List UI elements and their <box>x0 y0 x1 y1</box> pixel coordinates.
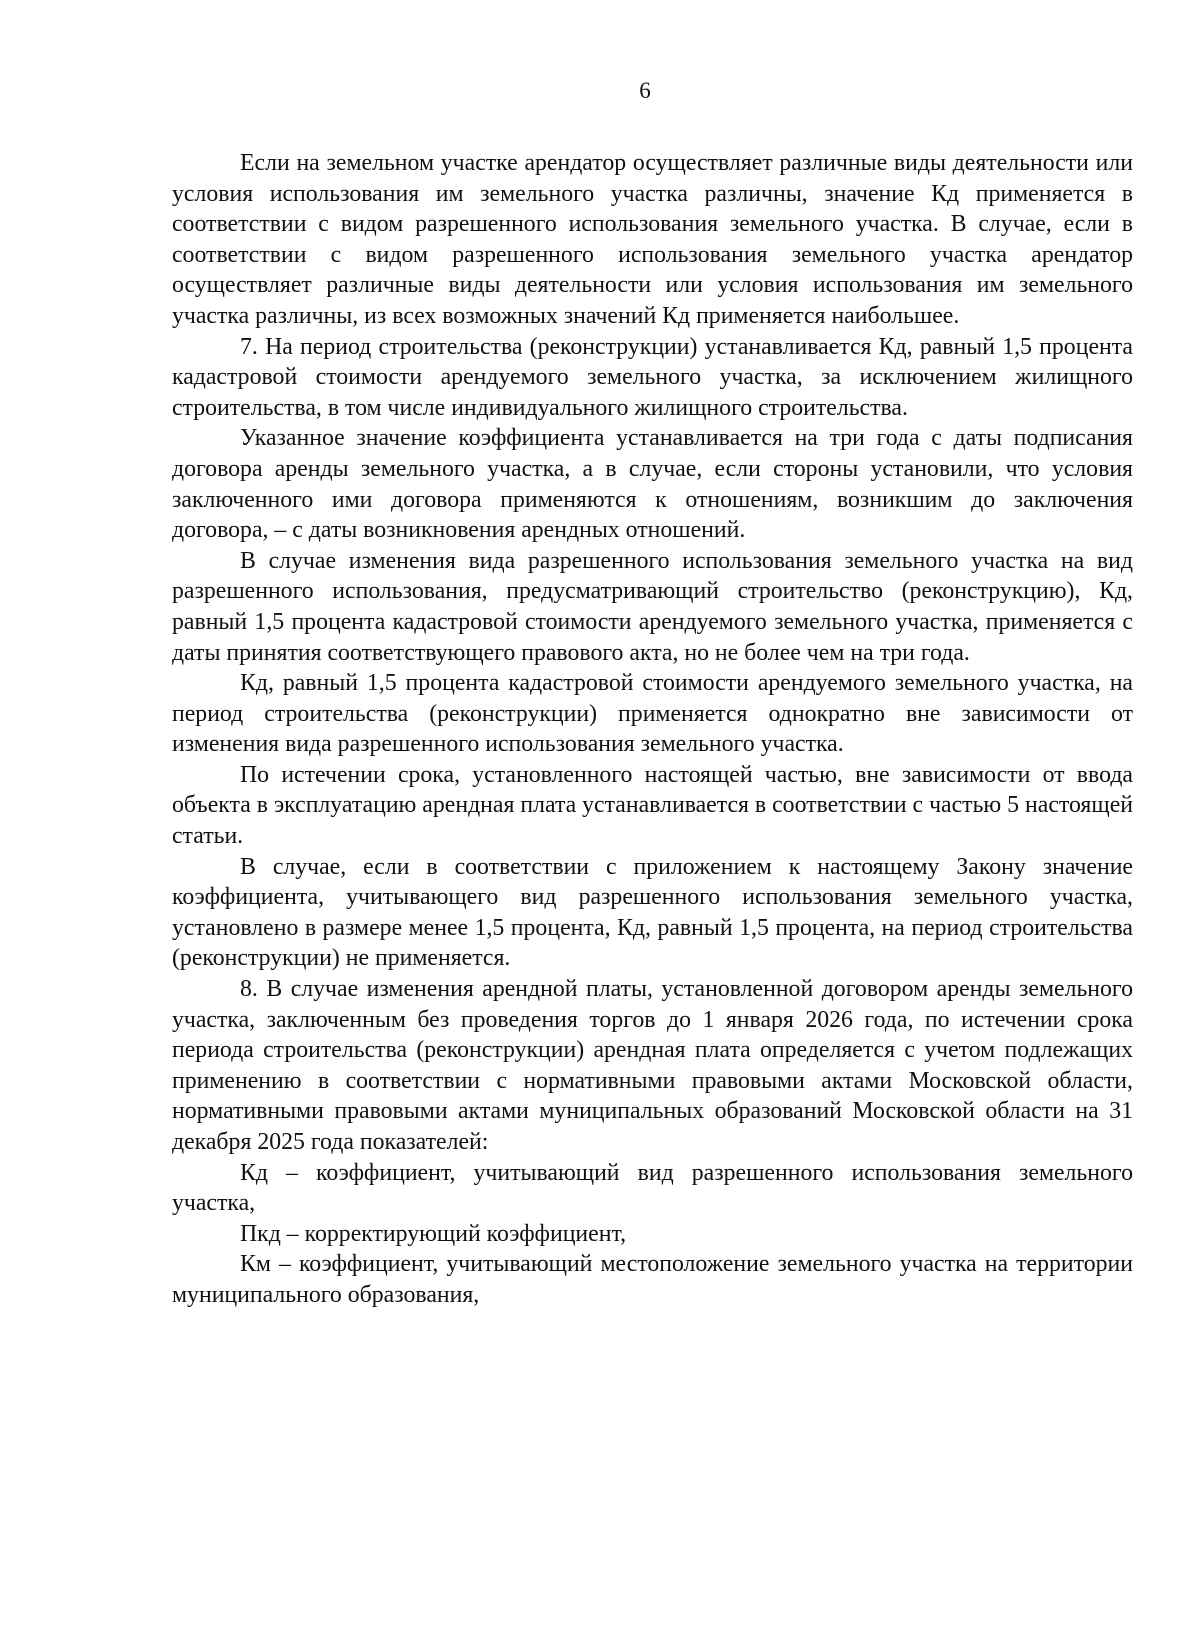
paragraph: 8. В случае изменения арендной платы, установленной договором аренды земельного участка, заключенным без проведения торгов до 1 января 2026 года, по истечении срока периода строительства (реконструкции) арендная плата определяется с учетом подлежащих применению в соответствии с нормативными правовыми актами Московской области, нормативными правовыми актами муниципальных образований Московской области на 31 декабря 2025 года показателей: <box>172 976 1133 1155</box>
paragraph: Если на земельном участке арендатор осуществляет различные виды деятельности или условия использования им земельного участка различны, значение Кд применяется в соответствии с видом разрешенного использования земельного участка. В случае, если в соответствии с видом разрешенного использования земельного участка арендатор осуществляет различные виды деятельности или условия использования им земельного участка различны, из всех возможных значений Кд применяется наибольшее. <box>172 150 1133 329</box>
paragraph: Указанное значение коэффициента устанавливается на три года с даты подписания договора аренды земельного участка, а в случае, если стороны установили, что условия заключенного ими договора применяются к отношениям, возникшим до заключения договора, – с даты возникновения арендных отношений. <box>172 425 1133 544</box>
paragraph: В случае, если в соответствии с приложением к настоящему Закону значение коэффициента, учитывающего вид разрешенного использования земельного участка, установлено в размере менее 1,5 процента, Кд, равный 1,5 процента, на период строительства (реконструкции) не применяется. <box>172 853 1133 972</box>
paragraph: В случае изменения вида разрешенного использования земельного участка на вид разрешенного использования, предусматривающий строительство (реконструкцию), Кд, равный 1,5 процента кадастровой стоимости арендуемого земельного участка, применяется с даты принятия соответствующего правового акта, но не более чем на три года. <box>172 547 1133 666</box>
paragraph: По истечении срока, установленного настоящей частью, вне зависимости от ввода объекта в эксплуатацию арендная плата устанавливается в соответствии с частью 5 настоящей статьи. <box>172 761 1133 850</box>
paragraph: Пкд – корректирующий коэффициент, <box>240 1220 627 1247</box>
paragraph: Кд, равный 1,5 процента кадастровой стоимости арендуемого земельного участка, на период строительства (реконструкции) применяется однократно вне зависимости от изменения вида разрешенного использования земельного участка. <box>172 670 1133 758</box>
page-number: 6 <box>639 78 651 103</box>
paragraph: Кд – коэффициент, учитывающий вид разрешенного использования земельного участка, <box>172 1159 1133 1217</box>
document-body <box>172 148 1133 1311</box>
paragraph: 7. На период строительства (реконструкции) устанавливается Кд, равный 1,5 процента кадастровой стоимости арендуемого земельного участка, за исключением жилищного строительства, в том числе индивидуального жилищного строительства. <box>172 333 1133 421</box>
paragraph: Км – коэффициент, учитывающий местоположение земельного участка на территории муниципального образования, <box>172 1251 1133 1308</box>
